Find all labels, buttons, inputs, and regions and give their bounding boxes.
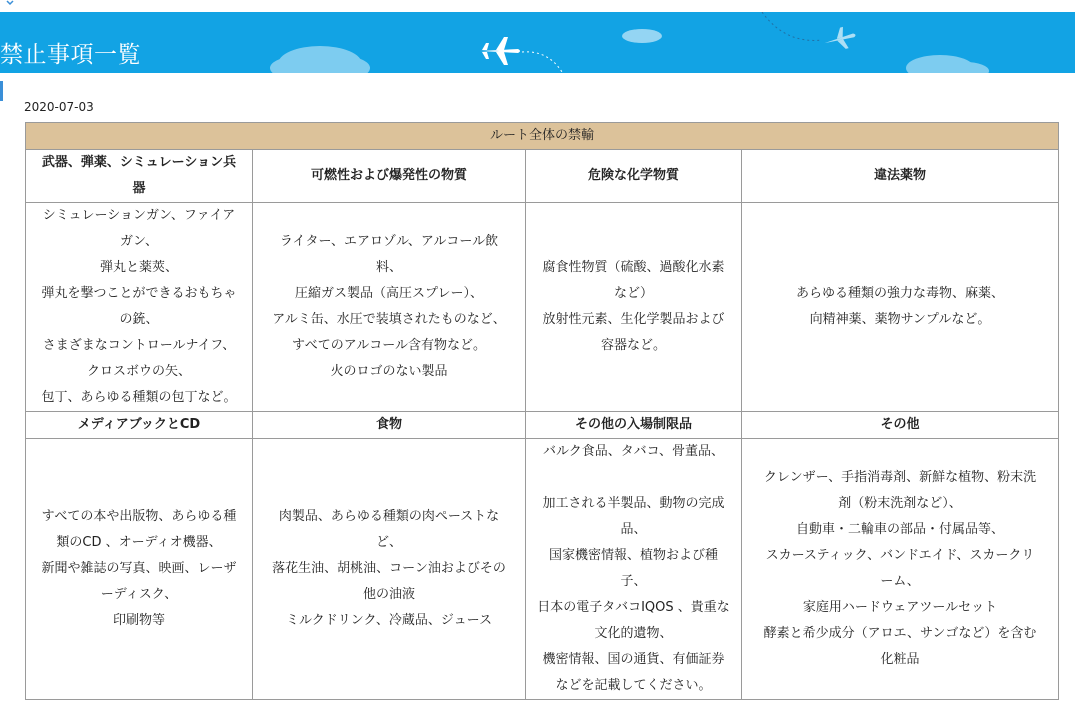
body-cell bbox=[742, 439, 1059, 700]
cell-line: 違法薬物 bbox=[874, 168, 927, 183]
cell-line: 圧縮ガス製品（高圧スプレー）、 bbox=[295, 286, 483, 301]
cloud-icon bbox=[270, 46, 370, 73]
banner-decoration bbox=[0, 12, 1075, 73]
header-cell bbox=[742, 412, 1059, 439]
table-row bbox=[26, 150, 1059, 203]
page-title: 禁止事項一覧 bbox=[0, 42, 141, 68]
cell-line: 日本の電子タバコIQOS 、貴重な bbox=[537, 600, 730, 615]
cell-line: 向精神薬、薬物サンプルなど。 bbox=[809, 312, 991, 327]
airplane-icon bbox=[822, 24, 859, 54]
cell-line: アルミ缶、水圧で装填されたものなど、 bbox=[272, 312, 506, 327]
cell-line: 家庭用ハードウェアツールセット bbox=[802, 600, 998, 615]
table-row bbox=[26, 203, 1059, 412]
cell-line: あらゆる種類の強力な毒物、麻薬、 bbox=[796, 286, 1005, 301]
cell-line: バルク食品、タバコ、骨董品、 bbox=[542, 444, 725, 459]
cell-line: 新聞や雑誌の写真、映画、レーザ bbox=[41, 561, 237, 576]
body-cell bbox=[253, 439, 526, 700]
airplane-icon bbox=[480, 37, 520, 65]
cell-line: シミュレーションガン、ファイア bbox=[42, 208, 236, 223]
left-accent-bar bbox=[0, 81, 3, 101]
header-cell bbox=[526, 412, 742, 439]
chevron-down-icon bbox=[6, 0, 14, 6]
cell-line: クレンザー、手指消毒剤、新鮮な植物、粉末洗 bbox=[763, 470, 1037, 485]
cell-line: メディアブックとCD bbox=[77, 417, 201, 432]
header-cell bbox=[26, 412, 253, 439]
cell-line: 弾丸と薬莢、 bbox=[99, 260, 178, 275]
table-row bbox=[26, 412, 1059, 439]
body-cell bbox=[526, 203, 742, 412]
cell-line: 国家機密情報、植物および種 bbox=[548, 548, 718, 563]
cell-line: 腐食性物質（硫酸、過酸化水素 bbox=[542, 260, 725, 275]
cell-line: 品、 bbox=[620, 522, 647, 537]
cell-line: ガン、 bbox=[120, 234, 158, 249]
cell-line: その他の入場制限品 bbox=[574, 417, 692, 432]
cell-line: その他 bbox=[880, 417, 920, 432]
cell-line: スカースティック、バンドエイド、スカークリ bbox=[765, 548, 1035, 563]
cell-line: 自動車・二輪車の部品・付属品等、 bbox=[796, 522, 1005, 537]
cell-line: 化粧品 bbox=[880, 652, 920, 667]
section-header-row bbox=[26, 123, 1059, 150]
cloud-icon bbox=[906, 55, 989, 73]
cell-line: 器 bbox=[132, 181, 146, 196]
cell-line: ライター、エアロゾル、アルコール飲 bbox=[279, 234, 499, 249]
dotted-flight-path-icon bbox=[762, 12, 822, 40]
cell-line: 放射性元素、生化学製品および bbox=[542, 312, 725, 327]
cell-line: 加工される半製品、動物の完成 bbox=[542, 496, 725, 511]
cell-line: 包丁、あらゆる種類の包丁など。 bbox=[41, 390, 237, 405]
cell-line: ーム、 bbox=[880, 574, 920, 589]
cell-line: 武器、弾薬、シミュレーション兵 bbox=[41, 155, 237, 170]
cell-line: 類のCD 、オーディオ機器、 bbox=[56, 535, 222, 550]
cell-line: の銃、 bbox=[119, 312, 159, 327]
page-banner bbox=[0, 12, 1075, 73]
section-title: ルート全体の禁輸 bbox=[26, 123, 1059, 150]
dotted-flight-path-icon bbox=[522, 52, 562, 72]
cell-line: 酵素と希少成分（アロエ、サンゴなど）を含む bbox=[763, 626, 1037, 641]
cell-line: すべての本や出版物、あらゆる種 bbox=[41, 509, 237, 524]
cell-line: 食物 bbox=[375, 417, 402, 432]
cell-line: などを記載してください。 bbox=[555, 678, 712, 693]
cloud-icon bbox=[622, 29, 662, 43]
cell-line: など） bbox=[613, 286, 653, 301]
cell-line: 他の油液 bbox=[362, 587, 415, 602]
header-cell bbox=[26, 150, 253, 203]
body-cell bbox=[742, 203, 1059, 412]
header-cell bbox=[526, 150, 742, 203]
body-cell bbox=[526, 439, 742, 700]
cell-line: 危険な化学物質 bbox=[587, 168, 679, 183]
cell-line: 料、 bbox=[375, 260, 402, 275]
cell-line: ど、 bbox=[375, 535, 402, 550]
header-cell bbox=[742, 150, 1059, 203]
cell-line: 印刷物等 bbox=[112, 613, 165, 628]
header-cell bbox=[253, 412, 526, 439]
cell-line: 肉製品、あらゆる種類の肉ペーストな bbox=[278, 509, 500, 524]
top-strip bbox=[0, 0, 1075, 12]
cell-line: ーディスク、 bbox=[100, 587, 178, 602]
cell-line: 機密情報、国の通貨、有価証券 bbox=[542, 652, 725, 667]
body-cell bbox=[253, 203, 526, 412]
prohibited-items-table bbox=[25, 122, 1059, 700]
header-cell bbox=[253, 150, 526, 203]
cell-line bbox=[528, 465, 739, 491]
cell-line: 落花生油、胡桃油、コーン油およびその bbox=[272, 561, 506, 576]
table-row bbox=[26, 439, 1059, 700]
cell-line: 子、 bbox=[620, 574, 647, 589]
cell-line: 可燃性および爆発性の物質 bbox=[310, 168, 467, 183]
cell-line: すべてのアルコール含有物など。 bbox=[292, 338, 486, 353]
post-date: 2020-07-03 bbox=[24, 100, 94, 114]
cell-line: 容器など。 bbox=[600, 338, 666, 353]
cell-line: 弾丸を撃つことができるおもちゃ bbox=[41, 286, 237, 301]
cell-line: 文化的遺物、 bbox=[594, 626, 673, 641]
cell-line: 火のロゴのない製品 bbox=[330, 364, 448, 379]
cell-line: クロスボウの矢、 bbox=[86, 364, 191, 379]
body-cell bbox=[26, 203, 253, 412]
cell-line: さまざまなコントロールナイフ、 bbox=[42, 338, 236, 353]
content-area bbox=[0, 73, 1075, 702]
cell-line: 剤（粉末洗剤など）、 bbox=[838, 496, 962, 511]
body-cell bbox=[26, 439, 253, 700]
cell-line: ミルクドリンク、冷蔵品、ジュース bbox=[285, 613, 493, 628]
